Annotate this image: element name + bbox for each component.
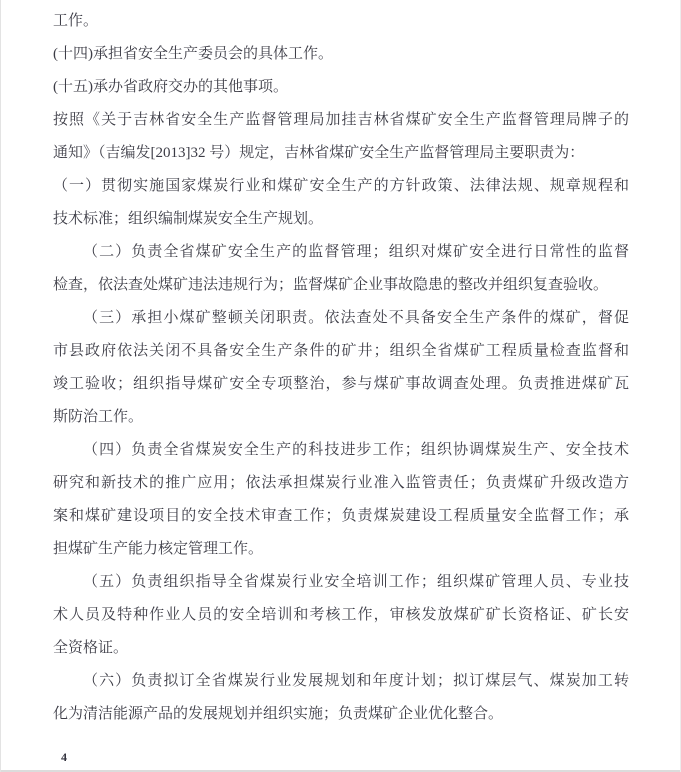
paragraph-line: （一）贯彻实施国家煤炭行业和煤矿安全生产的方针政策、法律法规、规章规程和 [53,178,629,194]
paragraph-line: 检查，依法查处煤矿违法违规行为；监督煤矿企业事故隐患的整改并组织复查验收。 [53,277,609,293]
paragraph [53,665,629,731]
paragraph-line: 斯防治工作。 [53,409,144,425]
paragraph [53,434,629,566]
paragraph-line: 案和煤矿建设项目的安全技术审查工作；负责煤炭建设工程质量安全监督工作；承 [53,508,629,524]
paragraph-line: 市县政府依法关闭不具备安全生产条件的矿井；组织全省煤矿工程质量检查监督和 [53,343,629,359]
paragraph-line: 化为清洁能源产品的发展规划并组织实施；负责煤矿企业优化整合。 [53,706,504,722]
paragraph-line: （三）承担小煤矿整顿关闭职责。依法查处不具备安全生产条件的煤矿，督促 [83,310,629,326]
paragraph-line: 全资格证。 [53,640,129,656]
paragraph-line: (十四)承担省安全生产委员会的具体工作。 [53,46,333,62]
paragraph [53,71,629,104]
paragraph [53,5,629,38]
paragraph-line: 通知》（吉编发[2013]32 号）规定，吉林省煤矿安全生产监督管理局主要职责为： [53,145,585,161]
paragraph [53,236,629,302]
paragraph-line: (十五)承办省政府交办的其他事项。 [53,79,288,95]
paragraph [53,566,629,665]
paragraph-line: 技术标准；组织编制煤炭安全生产规划。 [53,211,324,227]
page-number: 4 [61,750,67,764]
paragraph [53,104,629,170]
paragraph [53,38,629,71]
paragraph-line: （六）负责拟订全省煤炭行业发展规划和年度计划；拟订煤层气、煤炭加工转 [83,673,629,689]
paragraph-line: （二）负责全省煤矿安全生产的监督管理；组织对煤矿安全进行日常性的监督 [83,244,629,260]
paragraph-line: 竣工验收；组织指导煤矿安全专项整治，参与煤矿事故调查处理。负责推进煤矿瓦 [53,376,629,392]
paragraph-line: 按照《关于吉林省安全生产监督管理局加挂吉林省煤矿安全生产监督管理局牌子的 [53,112,629,128]
paragraph [53,302,629,434]
paragraph-line: 工作。 [53,13,99,29]
paragraph-line: 担煤矿生产能力核定管理工作。 [53,541,264,557]
paragraph-line: 术人员及特种作业人员的安全培训和考核工作，审核发放煤矿矿长资格证、矿长安 [53,607,629,623]
paragraph-line: （五）负责组织指导全省煤炭行业安全培训工作；组织煤矿管理人员、专业技 [83,574,629,590]
paragraph [53,170,629,236]
paragraph-line: （四）负责全省煤炭安全生产的科技进步工作；组织协调煤炭生产、安全技术 [83,442,629,458]
paragraph-line: 研究和新技术的推广应用；依法承担煤炭行业准入监管责任；负责煤矿升级改造方 [53,475,629,491]
